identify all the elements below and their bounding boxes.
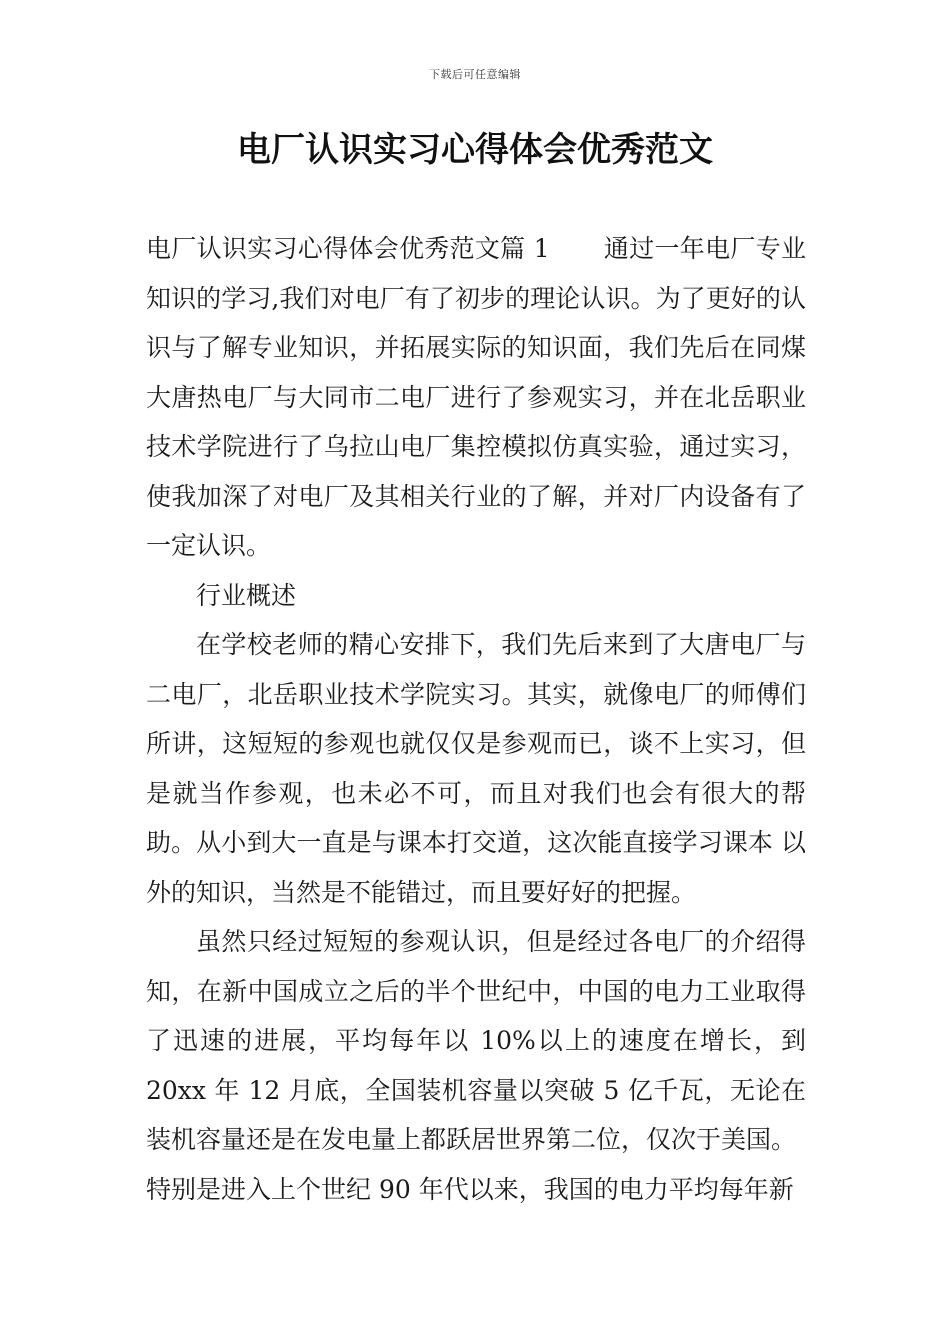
paragraph-2: 在学校老师的精心安排下，我们先后来到了大唐电厂与二电厂，北岳职业技术学院实习。其实，就像电厂的师傅们所讲，这短短的参观也就仅仅是参观而已，谈不上实习，但是就当作参观，也未必不可，而且对我们也会有很大的帮助。从小到大一直是与课本打交道，这次能直接学习课本 以外的知识，当然是不能错过，而且要好好的把握。 <box>146 630 806 907</box>
intro-body: 通过一年电厂专业知识的学习,我们对电厂有了初步的理论认识。为了更好的认识与了解专业知识，并拓展实际的知识面，我们先后在同煤大唐热电厂与大同市二电厂进行了参观实习，并在北岳职业技术学院进行了乌拉山电厂集控模拟仿真实验，通过实习，使我加深了对电厂及其相关行业的了解，并对厂内设备有了一定认识。 <box>146 234 806 560</box>
section-heading: 行业概述 <box>196 580 297 610</box>
document-body <box>146 224 806 1214</box>
intro-heading: 电厂认识实习心得体会优秀范文篇 1 <box>146 234 550 263</box>
header-note: 下载后可任意编辑 <box>429 68 521 81</box>
intro-paragraph <box>146 224 806 571</box>
paragraph-3: 虽然只经过短短的参观认识，但是经过各电厂的介绍得知，在新中国成立之后的半个世纪中，中国的电力工业取得了迅速的进展，平均每年以 10%以上的速度在增长，到 20xx 年 12 月底，全国装机容量以突破 5 亿千瓦，无论在装机容量还是在发电量上都跃居世界第二位，仅次于美国。 <box>146 927 806 1154</box>
document-title: 电厂认识实习心得体会优秀范文 <box>237 130 713 170</box>
paragraph-4: 特别是进入上个世纪 90 年代以来，我国的电力平均每年新 <box>146 1174 794 1204</box>
